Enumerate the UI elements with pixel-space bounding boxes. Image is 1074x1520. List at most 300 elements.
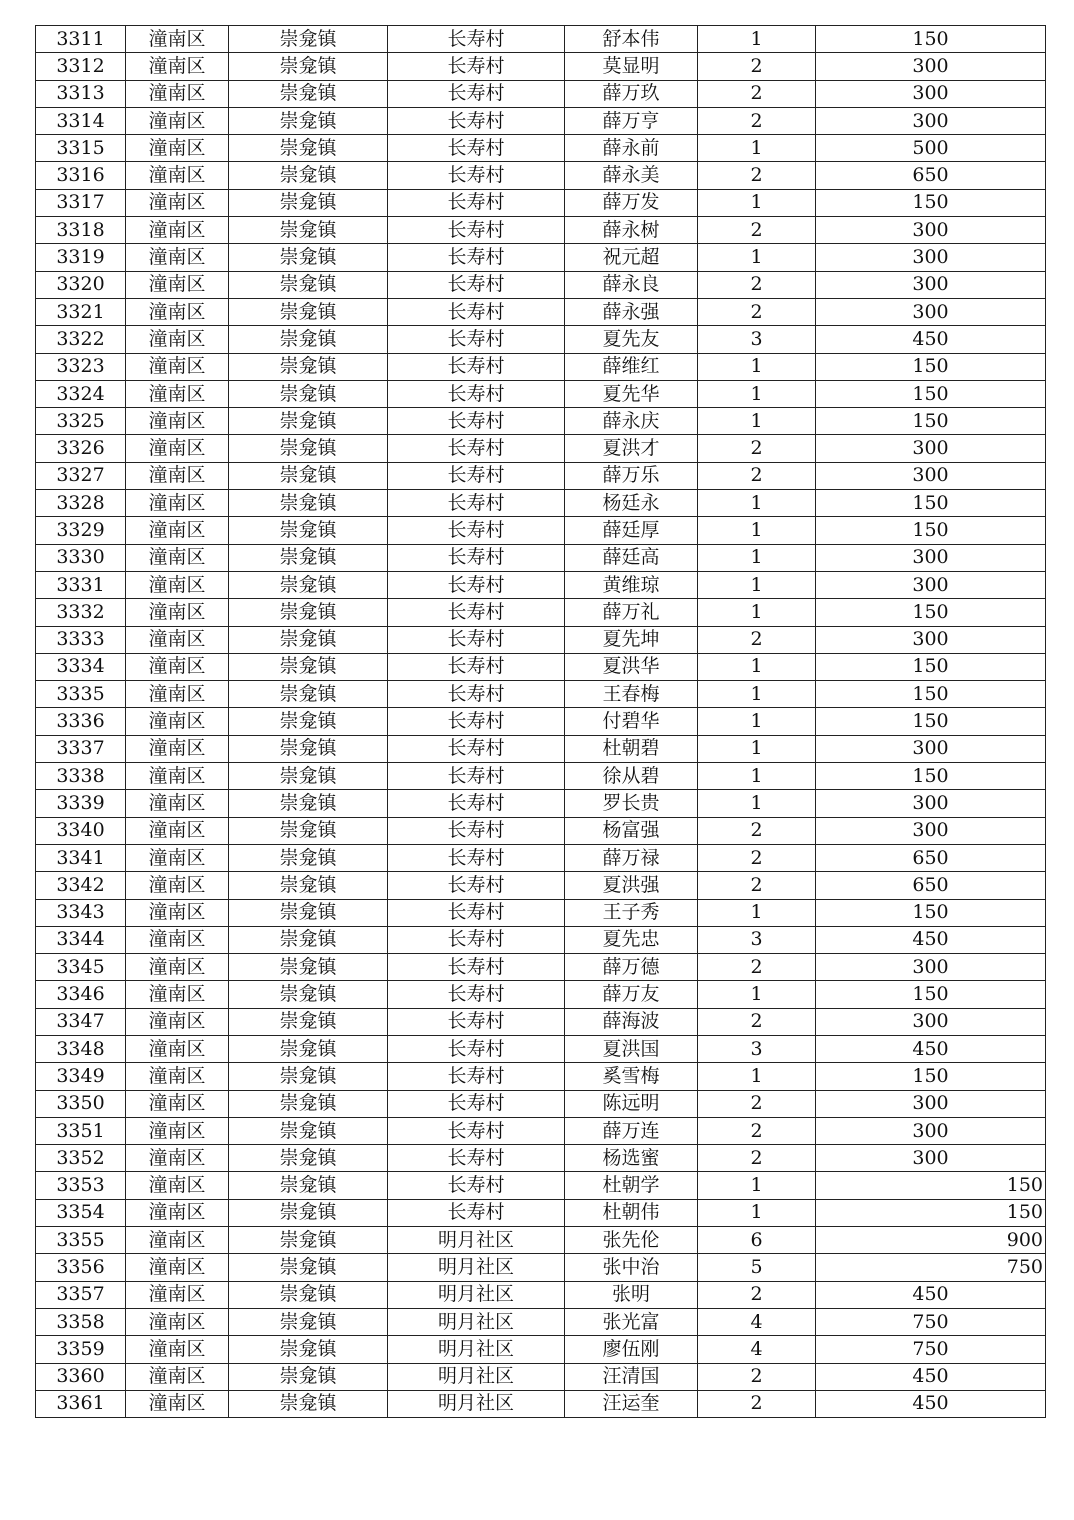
town-cell: 崇龛镇 [229,80,388,107]
district-cell: 潼南区 [126,981,229,1008]
row-number: 3318 [36,217,126,244]
district-cell: 潼南区 [126,1172,229,1199]
table-row [36,954,1046,981]
town-cell: 崇龛镇 [229,53,388,80]
amount-cell: 150 [816,353,1046,380]
row-number: 3333 [36,626,126,653]
household-count-cell: 2 [698,1363,816,1390]
name-cell: 夏洪国 [565,1035,698,1062]
village-cell: 长寿村 [388,408,565,435]
name-cell: 莫显明 [565,53,698,80]
household-count-cell: 1 [698,1172,816,1199]
table-row [36,1336,1046,1363]
table-row [36,1090,1046,1117]
name-cell: 薛永良 [565,271,698,298]
amount-cell: 900 [816,1227,1046,1254]
table-row [36,735,1046,762]
row-number: 3352 [36,1145,126,1172]
household-count-cell: 4 [698,1336,816,1363]
household-count-cell: 2 [698,298,816,325]
town-cell: 崇龛镇 [229,353,388,380]
household-count-cell: 1 [698,380,816,407]
village-cell: 长寿村 [388,899,565,926]
name-cell: 杨选蜜 [565,1145,698,1172]
district-cell: 潼南区 [126,435,229,462]
amount-cell: 650 [816,844,1046,871]
household-count-cell: 1 [698,26,816,53]
household-count-cell: 2 [698,954,816,981]
row-number: 3339 [36,790,126,817]
amount-cell: 150 [816,408,1046,435]
table-row [36,408,1046,435]
district-cell: 潼南区 [126,162,229,189]
town-cell: 崇龛镇 [229,981,388,1008]
district-cell: 潼南区 [126,926,229,953]
village-cell: 长寿村 [388,817,565,844]
village-cell: 长寿村 [388,1172,565,1199]
town-cell: 崇龛镇 [229,1090,388,1117]
town-cell: 崇龛镇 [229,189,388,216]
amount-cell: 450 [816,1035,1046,1062]
amount-cell: 300 [816,298,1046,325]
name-cell: 薛万德 [565,954,698,981]
district-cell: 潼南区 [126,1390,229,1417]
household-count-cell: 2 [698,217,816,244]
household-count-cell: 2 [698,1090,816,1117]
village-cell: 长寿村 [388,926,565,953]
name-cell: 薛廷高 [565,544,698,571]
table-row [36,817,1046,844]
table-row [36,1172,1046,1199]
household-count-cell: 1 [698,981,816,1008]
district-cell: 潼南区 [126,107,229,134]
district-cell: 潼南区 [126,1063,229,1090]
village-cell: 长寿村 [388,462,565,489]
town-cell: 崇龛镇 [229,844,388,871]
village-cell: 长寿村 [388,244,565,271]
row-number: 3361 [36,1390,126,1417]
household-count-cell: 1 [698,135,816,162]
amount-cell: 150 [816,653,1046,680]
table-row [36,844,1046,871]
table-row [36,981,1046,1008]
village-cell: 长寿村 [388,599,565,626]
amount-cell: 450 [816,1363,1046,1390]
village-cell: 长寿村 [388,653,565,680]
village-cell: 长寿村 [388,1090,565,1117]
amount-cell: 300 [816,735,1046,762]
town-cell: 崇龛镇 [229,817,388,844]
name-cell: 薛永树 [565,217,698,244]
name-cell: 陈远明 [565,1090,698,1117]
district-cell: 潼南区 [126,571,229,598]
row-number: 3311 [36,26,126,53]
town-cell: 崇龛镇 [229,1254,388,1281]
household-count-cell: 1 [698,899,816,926]
row-number: 3344 [36,926,126,953]
amount-cell: 300 [816,544,1046,571]
town-cell: 崇龛镇 [229,298,388,325]
household-count-cell: 2 [698,872,816,899]
town-cell: 崇龛镇 [229,1390,388,1417]
town-cell: 崇龛镇 [229,217,388,244]
village-cell: 长寿村 [388,981,565,1008]
table-row [36,626,1046,653]
amount-cell: 150 [816,599,1046,626]
district-cell: 潼南区 [126,53,229,80]
row-number: 3350 [36,1090,126,1117]
subsidy-list-table [35,25,1046,1418]
name-cell: 汪清国 [565,1363,698,1390]
village-cell: 长寿村 [388,763,565,790]
amount-cell: 450 [816,1390,1046,1417]
row-number: 3325 [36,408,126,435]
district-cell: 潼南区 [126,899,229,926]
name-cell: 黄维琼 [565,571,698,598]
amount-cell: 300 [816,626,1046,653]
amount-cell: 450 [816,1281,1046,1308]
row-number: 3314 [36,107,126,134]
table-row [36,298,1046,325]
table-row [36,571,1046,598]
name-cell: 祝元超 [565,244,698,271]
district-cell: 潼南区 [126,708,229,735]
row-number: 3338 [36,763,126,790]
district-cell: 潼南区 [126,653,229,680]
village-cell: 长寿村 [388,53,565,80]
name-cell: 张先伦 [565,1227,698,1254]
district-cell: 潼南区 [126,544,229,571]
town-cell: 崇龛镇 [229,1336,388,1363]
name-cell: 张光富 [565,1308,698,1335]
village-cell: 长寿村 [388,435,565,462]
name-cell: 薛维红 [565,353,698,380]
table-row [36,435,1046,462]
amount-cell: 300 [816,817,1046,844]
district-cell: 潼南区 [126,244,229,271]
table-row [36,462,1046,489]
village-cell: 长寿村 [388,571,565,598]
district-cell: 潼南区 [126,189,229,216]
household-count-cell: 6 [698,1227,816,1254]
row-number: 3321 [36,298,126,325]
village-cell: 长寿村 [388,1035,565,1062]
name-cell: 薛廷厚 [565,517,698,544]
amount-cell: 300 [816,1145,1046,1172]
table-row [36,271,1046,298]
village-cell: 长寿村 [388,1008,565,1035]
name-cell: 薛万连 [565,1117,698,1144]
name-cell: 夏洪华 [565,653,698,680]
row-number: 3335 [36,681,126,708]
town-cell: 崇龛镇 [229,926,388,953]
town-cell: 崇龛镇 [229,708,388,735]
district-cell: 潼南区 [126,517,229,544]
district-cell: 潼南区 [126,844,229,871]
name-cell: 薛永前 [565,135,698,162]
district-cell: 潼南区 [126,1363,229,1390]
name-cell: 杨廷永 [565,490,698,517]
village-cell: 长寿村 [388,26,565,53]
name-cell: 付碧华 [565,708,698,735]
village-cell: 长寿村 [388,1145,565,1172]
amount-cell: 150 [816,981,1046,1008]
village-cell: 长寿村 [388,544,565,571]
row-number: 3359 [36,1336,126,1363]
table-row [36,53,1046,80]
row-number: 3331 [36,571,126,598]
table-row [36,1281,1046,1308]
household-count-cell: 2 [698,844,816,871]
household-count-cell: 2 [698,107,816,134]
town-cell: 崇龛镇 [229,490,388,517]
name-cell: 王春梅 [565,681,698,708]
name-cell: 舒本伟 [565,26,698,53]
amount-cell: 300 [816,1090,1046,1117]
household-count-cell: 5 [698,1254,816,1281]
town-cell: 崇龛镇 [229,408,388,435]
amount-cell: 750 [816,1308,1046,1335]
name-cell: 杜朝伟 [565,1199,698,1226]
amount-cell: 300 [816,571,1046,598]
table-body [36,26,1046,1418]
town-cell: 崇龛镇 [229,1172,388,1199]
district-cell: 潼南区 [126,135,229,162]
town-cell: 崇龛镇 [229,1063,388,1090]
table-row [36,162,1046,189]
amount-cell: 150 [816,1172,1046,1199]
table-row [36,763,1046,790]
amount-cell: 300 [816,1117,1046,1144]
household-count-cell: 2 [698,1281,816,1308]
village-cell: 长寿村 [388,517,565,544]
row-number: 3322 [36,326,126,353]
household-count-cell: 2 [698,817,816,844]
household-count-cell: 2 [698,1145,816,1172]
town-cell: 崇龛镇 [229,1035,388,1062]
village-cell: 长寿村 [388,189,565,216]
town-cell: 崇龛镇 [229,735,388,762]
town-cell: 崇龛镇 [229,899,388,926]
row-number: 3340 [36,817,126,844]
table-row [36,326,1046,353]
row-number: 3348 [36,1035,126,1062]
town-cell: 崇龛镇 [229,380,388,407]
name-cell: 薛海波 [565,1008,698,1035]
row-number: 3356 [36,1254,126,1281]
district-cell: 潼南区 [126,380,229,407]
amount-cell: 300 [816,462,1046,489]
table-row [36,1117,1046,1144]
row-number: 3349 [36,1063,126,1090]
table-row [36,1390,1046,1417]
row-number: 3360 [36,1363,126,1390]
amount-cell: 150 [816,1199,1046,1226]
town-cell: 崇龛镇 [229,244,388,271]
row-number: 3343 [36,899,126,926]
row-number: 3334 [36,653,126,680]
amount-cell: 150 [816,490,1046,517]
household-count-cell: 2 [698,80,816,107]
row-number: 3312 [36,53,126,80]
amount-cell: 150 [816,763,1046,790]
name-cell: 夏先坤 [565,626,698,653]
village-cell: 长寿村 [388,626,565,653]
village-cell: 长寿村 [388,162,565,189]
amount-cell: 300 [816,435,1046,462]
town-cell: 崇龛镇 [229,653,388,680]
household-count-cell: 1 [698,571,816,598]
village-cell: 长寿村 [388,1063,565,1090]
village-cell: 长寿村 [388,490,565,517]
amount-cell: 300 [816,1008,1046,1035]
household-count-cell: 1 [698,681,816,708]
row-number: 3324 [36,380,126,407]
name-cell: 薛万乐 [565,462,698,489]
household-count-cell: 2 [698,435,816,462]
name-cell: 杨富强 [565,817,698,844]
name-cell: 薛万礼 [565,599,698,626]
row-number: 3329 [36,517,126,544]
town-cell: 崇龛镇 [229,1145,388,1172]
district-cell: 潼南区 [126,1227,229,1254]
amount-cell: 300 [816,80,1046,107]
household-count-cell: 2 [698,271,816,298]
household-count-cell: 1 [698,408,816,435]
amount-cell: 300 [816,244,1046,271]
village-cell: 明月社区 [388,1363,565,1390]
district-cell: 潼南区 [126,1281,229,1308]
town-cell: 崇龛镇 [229,544,388,571]
household-count-cell: 1 [698,189,816,216]
name-cell: 薛永庆 [565,408,698,435]
row-number: 3330 [36,544,126,571]
district-cell: 潼南区 [126,1035,229,1062]
village-cell: 长寿村 [388,872,565,899]
town-cell: 崇龛镇 [229,681,388,708]
table-row [36,1008,1046,1035]
amount-cell: 750 [816,1336,1046,1363]
district-cell: 潼南区 [126,1008,229,1035]
town-cell: 崇龛镇 [229,790,388,817]
household-count-cell: 1 [698,353,816,380]
household-count-cell: 2 [698,162,816,189]
row-number: 3332 [36,599,126,626]
row-number: 3351 [36,1117,126,1144]
table-row [36,26,1046,53]
name-cell: 夏先友 [565,326,698,353]
town-cell: 崇龛镇 [229,571,388,598]
district-cell: 潼南区 [126,1117,229,1144]
amount-cell: 150 [816,681,1046,708]
row-number: 3347 [36,1008,126,1035]
town-cell: 崇龛镇 [229,763,388,790]
district-cell: 潼南区 [126,408,229,435]
district-cell: 潼南区 [126,1254,229,1281]
district-cell: 潼南区 [126,954,229,981]
town-cell: 崇龛镇 [229,326,388,353]
table-row [36,135,1046,162]
town-cell: 崇龛镇 [229,626,388,653]
amount-cell: 650 [816,872,1046,899]
village-cell: 明月社区 [388,1390,565,1417]
name-cell: 薛万玖 [565,80,698,107]
household-count-cell: 1 [698,735,816,762]
household-count-cell: 2 [698,1117,816,1144]
town-cell: 崇龛镇 [229,135,388,162]
amount-cell: 150 [816,708,1046,735]
row-number: 3353 [36,1172,126,1199]
table-row [36,681,1046,708]
table-row [36,1145,1046,1172]
household-count-cell: 1 [698,763,816,790]
household-count-cell: 1 [698,653,816,680]
town-cell: 崇龛镇 [229,26,388,53]
town-cell: 崇龛镇 [229,872,388,899]
amount-cell: 300 [816,271,1046,298]
row-number: 3358 [36,1308,126,1335]
household-count-cell: 2 [698,53,816,80]
table-row [36,353,1046,380]
district-cell: 潼南区 [126,872,229,899]
village-cell: 明月社区 [388,1254,565,1281]
name-cell: 张明 [565,1281,698,1308]
table-row [36,1035,1046,1062]
name-cell: 薛万禄 [565,844,698,871]
town-cell: 崇龛镇 [229,162,388,189]
row-number: 3342 [36,872,126,899]
amount-cell: 150 [816,899,1046,926]
district-cell: 潼南区 [126,790,229,817]
name-cell: 薛万亨 [565,107,698,134]
table-row [36,544,1046,571]
household-count-cell: 1 [698,708,816,735]
district-cell: 潼南区 [126,80,229,107]
household-count-cell: 1 [698,490,816,517]
amount-cell: 450 [816,326,1046,353]
row-number: 3357 [36,1281,126,1308]
village-cell: 长寿村 [388,708,565,735]
village-cell: 长寿村 [388,790,565,817]
name-cell: 夏洪才 [565,435,698,462]
district-cell: 潼南区 [126,353,229,380]
table-row [36,1363,1046,1390]
row-number: 3317 [36,189,126,216]
town-cell: 崇龛镇 [229,599,388,626]
household-count-cell: 1 [698,599,816,626]
village-cell: 长寿村 [388,271,565,298]
town-cell: 崇龛镇 [229,1199,388,1226]
town-cell: 崇龛镇 [229,107,388,134]
village-cell: 明月社区 [388,1308,565,1335]
table-row [36,217,1046,244]
row-number: 3315 [36,135,126,162]
village-cell: 长寿村 [388,135,565,162]
village-cell: 长寿村 [388,107,565,134]
district-cell: 潼南区 [126,326,229,353]
household-count-cell: 3 [698,326,816,353]
town-cell: 崇龛镇 [229,1008,388,1035]
name-cell: 夏洪强 [565,872,698,899]
district-cell: 潼南区 [126,599,229,626]
town-cell: 崇龛镇 [229,462,388,489]
village-cell: 长寿村 [388,80,565,107]
amount-cell: 150 [816,517,1046,544]
table-row [36,1227,1046,1254]
village-cell: 长寿村 [388,326,565,353]
table-row [36,107,1046,134]
household-count-cell: 1 [698,1063,816,1090]
